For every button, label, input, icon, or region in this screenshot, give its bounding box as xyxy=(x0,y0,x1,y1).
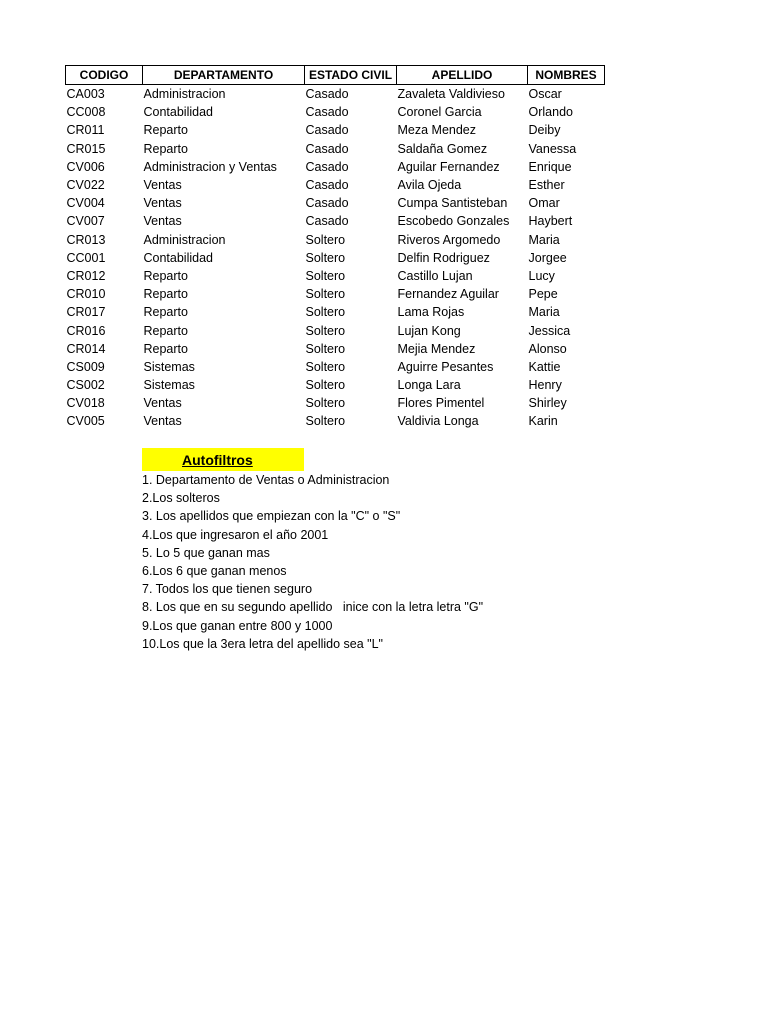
cell-apellido: Avila Ojeda xyxy=(397,178,462,193)
cell-nombres: Maria xyxy=(528,232,560,247)
cell-codigo: CV005 xyxy=(66,414,105,429)
cell-nombres: Enrique xyxy=(528,159,572,174)
cell-estado-civil: Soltero xyxy=(305,414,346,429)
cell-codigo: CA003 xyxy=(66,87,105,102)
cell-codigo: CC001 xyxy=(66,250,106,265)
cell-codigo: CV004 xyxy=(66,196,105,211)
cell-nombres: Jorgee xyxy=(528,250,567,265)
table-row xyxy=(66,412,605,430)
autofilter-item: 4.Los que ingresaron el año 2001 xyxy=(142,527,329,542)
cell-estado-civil: Casado xyxy=(305,196,349,211)
table-row xyxy=(66,158,605,176)
cell-nombres: Maria xyxy=(528,305,560,320)
cell-departamento: Contabilidad xyxy=(143,105,213,120)
cell-apellido: Castillo Lujan xyxy=(397,268,473,283)
table-row xyxy=(66,358,605,376)
table-row xyxy=(66,249,605,267)
cell-codigo: CV022 xyxy=(66,178,105,193)
cell-estado-civil: Soltero xyxy=(305,250,346,265)
cell-codigo: CR016 xyxy=(66,323,106,338)
cell-nombres: Deiby xyxy=(528,123,561,138)
employee-table xyxy=(65,65,605,431)
cell-nombres: Lucy xyxy=(528,268,555,283)
table-row xyxy=(66,231,605,249)
cell-nombres: Kattie xyxy=(528,359,561,374)
cell-apellido: Aguilar Fernandez xyxy=(397,159,500,174)
cell-departamento: Administracion y Ventas xyxy=(143,159,277,174)
cell-apellido: Zavaleta Valdivieso xyxy=(397,87,505,102)
cell-departamento: Sistemas xyxy=(143,359,195,374)
cell-apellido: Mejia Mendez xyxy=(397,341,476,356)
cell-apellido: Escobedo Gonzales xyxy=(397,214,510,229)
cell-departamento: Reparto xyxy=(143,341,188,356)
cell-departamento: Ventas xyxy=(143,214,182,229)
cell-codigo: CS002 xyxy=(66,378,105,393)
cell-apellido: Coronel Garcia xyxy=(397,105,482,120)
cell-departamento: Ventas xyxy=(143,414,182,429)
cell-departamento: Ventas xyxy=(143,196,182,211)
cell-codigo: CV018 xyxy=(66,396,105,411)
autofilter-item: 10.Los que la 3era letra del apellido sea "L" xyxy=(142,636,383,651)
cell-apellido: Riveros Argomedo xyxy=(397,232,501,247)
header-departamento: DEPARTAMENTO xyxy=(143,66,305,85)
cell-codigo: CV007 xyxy=(66,214,105,229)
table-row xyxy=(66,285,605,303)
cell-nombres: Haybert xyxy=(528,214,573,229)
cell-nombres: Alonso xyxy=(528,341,567,356)
table-row xyxy=(66,194,605,212)
cell-departamento: Reparto xyxy=(143,305,188,320)
cell-estado-civil: Soltero xyxy=(305,232,346,247)
table-row xyxy=(66,340,605,358)
cell-apellido: Delfin Rodriguez xyxy=(397,250,490,265)
autofilter-list xyxy=(142,471,483,653)
cell-apellido: Fernandez Aguilar xyxy=(397,287,499,302)
autofilter-item: 5. Lo 5 que ganan mas xyxy=(142,545,270,560)
cell-apellido: Valdivia Longa xyxy=(397,414,479,429)
table-row xyxy=(66,85,605,104)
cell-estado-civil: Soltero xyxy=(305,378,346,393)
cell-codigo: CV006 xyxy=(66,159,105,174)
autofilter-item: 2.Los solteros xyxy=(142,491,220,506)
cell-estado-civil: Casado xyxy=(305,214,349,229)
cell-departamento: Contabilidad xyxy=(143,250,213,265)
cell-codigo: CR014 xyxy=(66,341,106,356)
cell-apellido: Cumpa Santisteban xyxy=(397,196,508,211)
cell-departamento: Administracion xyxy=(143,87,226,102)
autofilter-item: 1. Departamento de Ventas o Administracion xyxy=(142,473,390,487)
cell-departamento: Ventas xyxy=(143,178,182,193)
cell-codigo: CS009 xyxy=(66,359,105,374)
cell-estado-civil: Soltero xyxy=(305,396,346,411)
cell-departamento: Sistemas xyxy=(143,378,195,393)
cell-estado-civil: Soltero xyxy=(305,341,346,356)
cell-apellido: Longa Lara xyxy=(397,378,461,393)
header-nombres: NOMBRES xyxy=(528,66,605,85)
cell-codigo: CR015 xyxy=(66,141,106,156)
table-row xyxy=(66,212,605,230)
cell-codigo: CR011 xyxy=(66,123,105,138)
cell-departamento: Reparto xyxy=(143,323,188,338)
cell-estado-civil: Casado xyxy=(305,141,349,156)
cell-nombres: Orlando xyxy=(528,105,573,120)
cell-codigo: CR010 xyxy=(66,287,106,302)
cell-apellido: Lujan Kong xyxy=(397,323,461,338)
cell-departamento: Ventas xyxy=(143,396,182,411)
table-row xyxy=(66,376,605,394)
cell-codigo: CR017 xyxy=(66,305,106,320)
autofilter-item: 8. Los que en su segundo apellido inice con la letra letra "G" xyxy=(142,600,484,615)
cell-estado-civil: Soltero xyxy=(305,305,346,320)
cell-departamento: Reparto xyxy=(143,287,188,302)
table-row xyxy=(66,176,605,194)
cell-departamento: Reparto xyxy=(143,123,188,138)
cell-estado-civil: Casado xyxy=(305,87,349,102)
cell-codigo: CC008 xyxy=(66,105,106,120)
cell-departamento: Administracion xyxy=(143,232,226,247)
autofilter-item: 6.Los 6 que ganan menos xyxy=(142,563,287,578)
cell-estado-civil: Casado xyxy=(305,178,349,193)
cell-nombres: Omar xyxy=(528,196,560,211)
table-row xyxy=(66,121,605,139)
table-row xyxy=(66,267,605,285)
cell-estado-civil: Soltero xyxy=(305,359,346,374)
cell-nombres: Henry xyxy=(528,378,562,393)
cell-estado-civil: Casado xyxy=(305,159,349,174)
table-header-row xyxy=(66,66,605,85)
cell-nombres: Karin xyxy=(528,414,558,429)
header-estado-civil: ESTADO CIVIL xyxy=(305,66,397,85)
table-row xyxy=(66,303,605,321)
cell-codigo: CR013 xyxy=(66,232,106,247)
autofilter-title: Autofiltros xyxy=(142,448,304,471)
cell-apellido: Meza Mendez xyxy=(397,123,477,138)
cell-nombres: Jessica xyxy=(528,323,571,338)
cell-estado-civil: Casado xyxy=(305,105,349,120)
cell-nombres: Oscar xyxy=(528,87,562,102)
header-apellido: APELLIDO xyxy=(397,66,528,85)
header-codigo: CODIGO xyxy=(66,66,143,85)
table-row xyxy=(66,140,605,158)
cell-departamento: Reparto xyxy=(143,141,188,156)
cell-apellido: Lama Rojas xyxy=(397,305,465,320)
cell-nombres: Pepe xyxy=(528,287,558,302)
cell-apellido: Flores Pimentel xyxy=(397,396,485,411)
cell-departamento: Reparto xyxy=(143,268,188,283)
cell-estado-civil: Casado xyxy=(305,123,349,138)
table-row xyxy=(66,103,605,121)
cell-nombres: Esther xyxy=(528,178,565,193)
autofilter-item: 3. Los apellidos que empiezan con la "C" o "S" xyxy=(142,509,401,524)
cell-estado-civil: Soltero xyxy=(305,287,346,302)
autofilter-item: 9.Los que ganan entre 800 y 1000 xyxy=(142,618,333,633)
cell-nombres: Vanessa xyxy=(528,141,577,156)
table-row xyxy=(66,394,605,412)
cell-nombres: Shirley xyxy=(528,396,567,411)
autofilter-section xyxy=(142,448,483,653)
table-row xyxy=(66,321,605,339)
cell-apellido: Saldaña Gomez xyxy=(397,141,488,156)
cell-apellido: Aguirre Pesantes xyxy=(397,359,494,374)
cell-codigo: CR012 xyxy=(66,268,106,283)
cell-estado-civil: Soltero xyxy=(305,268,346,283)
employee-table-area xyxy=(65,65,605,431)
cell-estado-civil: Soltero xyxy=(305,323,346,338)
autofilter-item: 7. Todos los que tienen seguro xyxy=(142,582,313,597)
